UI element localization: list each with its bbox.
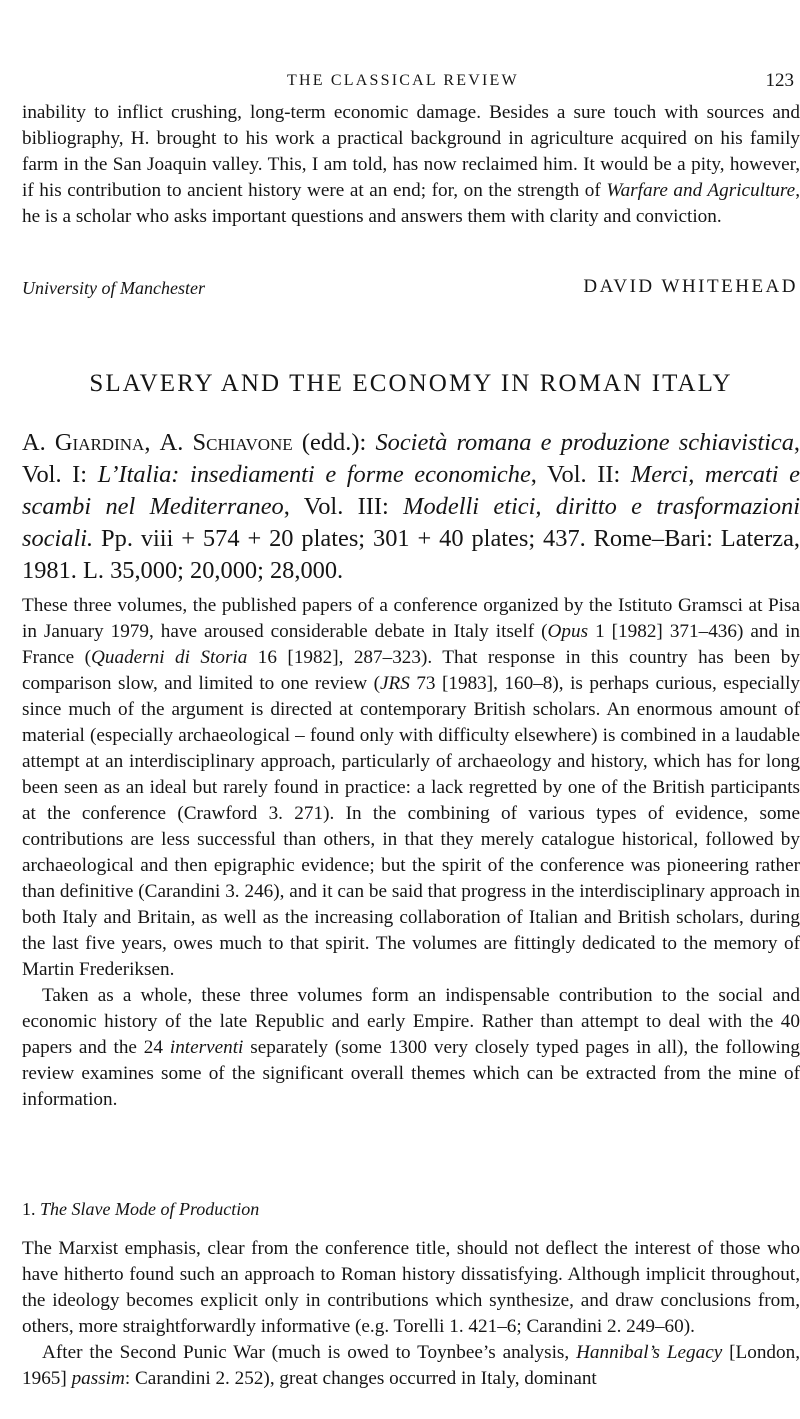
running-head [22,72,800,98]
book-title-citation: Warfare and Agriculture [606,180,796,201]
editor-name: A. Schiavone [159,429,293,456]
reviewer-signature [22,278,800,308]
reviewer-affiliation: University of Manchester [22,278,205,298]
bibliographic-entry: A. Giardina, A. Schiavone (edd.): Società romana e produzione schiavistica, Vol. I: L’Italia: insediamenti e forme economiche, Vol. II: Merci, mercati e scambi nel Mediterraneo, Vol. III: Modelli etici, diritto e trasformazioni sociali. Pp. viii + 574 + 20 plates; 301 + 40 plates; 437. Rome–Bari: Laterza, 1981. L. 35,000; 20,000; 28,000. [22,429,800,584]
reviewer-name: DAVID WHITEHEAD [583,276,798,297]
intro-paragraph: inability to inflict crushing, long-term economic damage. Besides a sure touch with sources and bibliography, H. brought to his work a practical background in agriculture acquired on his family farm in the San Joaquin valley. This, I am told, has now reclaimed him. It would be a pity, however, if his contribution to ancient history were at an end; for, on the strength of Warfare and Agriculture, he is a scholar who asks important questions and answers them with clarity and conviction. [22,102,800,227]
journal-title: THE CLASSICAL REVIEW [287,72,519,89]
review-title: SLAVERY AND THE ECONOMY IN ROMAN ITALY [89,370,733,397]
paragraph: Taken as a whole, these three volumes form an indispensable contribution to the social and economic history of the late Republic and early Empire. Rather than attempt to deal with the 40 papers and the 24 interventi separately (some 1300 very closely typed pages in all), the following review examines some of the significant overall themes which can be extracted from the mine of information. [22,985,800,1110]
review-body-part2 [22,1236,800,1392]
volume-title: Merci, mercati e scambi nel Mediterraneo [22,461,800,520]
section-heading: 1. The Slave Mode of Production [22,1199,260,1219]
paragraph: After the Second Punic War (much is owed to Toynbee’s analysis, Hannibal’s Legacy [London, 1965] passim: Carandini 2. 252), great changes occurred in Italy, dominant [22,1342,800,1389]
page-number: 123 [765,70,794,91]
book-title: Società romana e produzione schiavistica [375,429,794,456]
paragraph: These three volumes, the published papers of a conference organized by the Istituto Gramsci at Pisa in January 1979, have aroused considerable debate in Italy itself (Opus 1 [1982] 371–436) and in France (Quaderni di Storia 16 [1982], 287–323). That response in this country has been by comparison slow, and limited to one review (JRS 73 [1983], 160–8), is perhaps curious, especially since much of the argument is directed at contemporary British scholars. An enormous amount of material (especially archaeological – found only with difficulty elsewhere) is combined in a laudable attempt at an interdisciplinary approach, particularly of archaeology and history, which has for long been seen as an ideal but rarely found in practice: a lack regretted by one of the British participants at the conference (Crawford 3. 271). In the combining of various types of evidence, some contributions are less successful than others, in that they merely catalogue historical, followed by archaeological and then epigraphic evidence; but the spirit of the conference was pioneering rather than definitive (Carandini 3. 246), and it can be said that progress in the interdisciplinary approach in both Italy and Britain, as well as the increasing collaboration of Italian and British scholars, during the last five years, owes much to that spirit. The volumes are fittingly dedicated to the memory of Martin Frederiksen. [22,595,800,980]
volume-title: Modelli etici, diritto e trasformazioni sociali. [22,493,800,552]
paragraph: The Marxist emphasis, clear from the conference title, should not deflect the interest of those who have hitherto found such an approach to Roman history dissatisfying. Although implicit throughout, the ideology becomes explicit only in contributions which synthesize, and draw conclusions from, others, more straightforwardly informative (e.g. Torelli 1. 421–6; Carandini 2. 249–60). [22,1238,800,1337]
review-body-part1 [22,593,800,1113]
volume-title: L’Italia: insediamenti e forme economiche [97,461,531,488]
previous-review-ending [22,100,800,230]
editor-name: A. Giardina [22,429,145,456]
publication-details: Pp. viii + 574 + 20 plates; 301 + 40 plates; 437. Rome–Bari: Laterza, 1981. L. 35,000; 20,000; 28,000. [22,525,800,584]
